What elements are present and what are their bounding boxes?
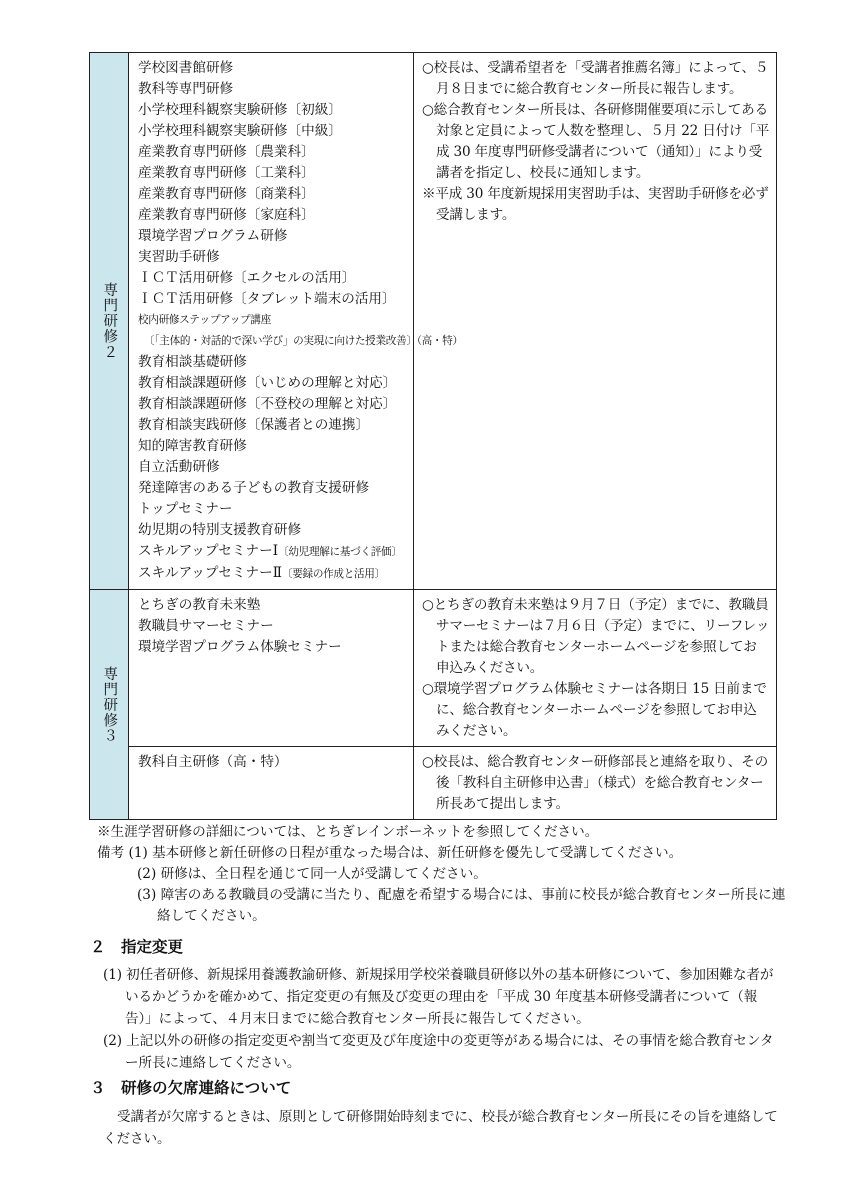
course-list-cell xyxy=(129,590,414,747)
bikou-item: (1) 基本研修と新任研修の日程が重なった場合は、新任研修を優先して受講してください。 xyxy=(128,845,683,861)
course-item: トップセミナー xyxy=(138,501,233,517)
course-item: 環境学習プログラム研修 xyxy=(138,228,288,244)
course-item: 産業教育専門研修〔家庭科〕 xyxy=(138,207,315,223)
section-2-body xyxy=(103,964,781,1074)
course-item: 教育相談基礎研修 xyxy=(138,354,247,370)
course-item: 知的障害教育研修 xyxy=(138,438,247,454)
course-item: 教科等専門研修 xyxy=(138,81,234,97)
training-table xyxy=(89,52,777,820)
course-list-cell xyxy=(129,53,463,590)
bikou-line xyxy=(97,843,797,864)
section-2-item: (2) 上記以外の研修の指定変更や割当て変更及び年度途中の変更等がある場合には、その事情を総合教育センター所長に連絡してください。 xyxy=(103,1033,774,1071)
course-item: 教育相談実践研修〔保護者との連携〕 xyxy=(138,417,370,433)
course-item: 小学校理科観察実験研修〔初級〕 xyxy=(138,102,342,118)
section-3-body xyxy=(103,1106,781,1150)
course-item: 小学校理科観察実験研修〔中級〕 xyxy=(138,123,342,139)
note-paragraph: ○環境学習プログラム体験セミナーは各期日 15 日前までに、総合教育センターホームページを参照してお申込みください。 xyxy=(422,681,767,739)
course-name: スキルアップセミナーⅡ xyxy=(138,565,282,581)
course-item xyxy=(138,563,413,585)
note-paragraph: ○校長は、総合教育センター研修部長と連絡を取り、その後「教科自主研修申込書」（様式）を総合教育センター所長あて提出します。 xyxy=(422,754,768,812)
course-name: スキルアップセミナーⅠ xyxy=(138,543,279,559)
notes-cell xyxy=(414,590,777,747)
course-item xyxy=(138,541,413,563)
course-item: 自立活動研修 xyxy=(138,459,220,475)
course-item: 〔「主体的・対話的で深い学び」の実現に向けた授業改善〕（高・特） xyxy=(144,335,463,347)
bikou-item: (2) 研修は、全日程を通じて同一人が受講してください。 xyxy=(137,866,487,882)
notes-cell xyxy=(414,53,777,590)
course-item: 幼児期の特別支援教育研修 xyxy=(138,522,302,538)
course-item: 発達障害のある子どもの教育支援研修 xyxy=(138,480,370,496)
course-item: 産業教育専門研修〔農業科〕 xyxy=(138,144,315,160)
bikou-label: 備考 xyxy=(97,845,125,861)
category-label: 専門研修２ xyxy=(101,282,118,360)
bikou-item: (3) 障害のある教職員の受講に当たり、配慮を希望する場合には、事前に校長が総合教育センター所長に連絡してください。 xyxy=(137,887,786,924)
course-item: とちぎの教育未来塾 xyxy=(138,597,261,613)
course-subnote: 〔要録の作成と活用〕 xyxy=(281,568,385,580)
table-row-senmon2 xyxy=(90,53,777,590)
category-cell xyxy=(90,53,129,590)
course-item: ＩＣＴ活用研修〔タブレット端末の活用〕 xyxy=(138,291,396,307)
category-cell xyxy=(90,590,129,820)
table-row-senmon3b xyxy=(90,747,777,820)
note-paragraph: ※平成 30 年度新規採用実習助手は、実習助手研修を必ず受講します。 xyxy=(422,186,769,223)
course-item: 教育相談課題研修〔不登校の理解と対応〕 xyxy=(138,396,397,412)
course-item: 教育相談課題研修〔いじめの理解と対応〕 xyxy=(138,375,397,391)
section-3-paragraph: 受講者が欠席するときは、原則として研修開始時刻までに、校長が総合教育センター所長にその旨を連絡してください。 xyxy=(103,1109,778,1147)
category-label: 専門研修３ xyxy=(101,665,118,744)
course-item: 教科自主研修（高・特） xyxy=(138,754,288,770)
section-3-heading: ３ 研修の欠席連絡について xyxy=(90,1079,292,1097)
footnote-star: ※生涯学習研修の詳細については、とちぎレインボーネットを参照してください。 xyxy=(97,824,599,840)
section-2-item: (1) 初任者研修、新規採用養護教諭研修、新規採用学校栄養職員研修以外の基本研修について、参加困難な者がいるかどうかを確かめて、指定変更の有無及び変更の理由を「平成 30 年度基本研修受講者について（報告）」によって、４月末日までに総合教育センター所長に報告してください。 xyxy=(103,967,774,1027)
course-item: 教職員サマーセミナー xyxy=(138,618,274,634)
footnotes xyxy=(97,822,797,927)
course-item: 産業教育専門研修〔商業科〕 xyxy=(138,186,315,202)
note-paragraph: ○総合教育センター所長は、各研修開催要項に示してある対象と定員によって人数を整理し、５月 22 日付け「平成 30 年度専門研修受講者について（通知）」により受講者を指定し、校長に通知します。 xyxy=(422,102,770,181)
course-item: 産業教育専門研修〔工業科〕 xyxy=(138,165,315,181)
course-item: ＩＣＴ活用研修〔エクセルの活用〕 xyxy=(138,270,356,286)
course-item: 実習助手研修 xyxy=(138,249,220,265)
note-paragraph: ○とちぎの教育未来塾は９月７日（予定）までに、教職員サマーセミナーは７月６日（予定）までに、リーフレットまたは総合教育センターホームページを参照してお申込みください。 xyxy=(422,597,770,676)
course-list-cell xyxy=(129,747,414,820)
course-item: 校内研修ステップアップ講座 xyxy=(138,314,271,326)
section-2-heading: ２ 指定変更 xyxy=(90,938,184,956)
course-item: 学校図書館研修 xyxy=(138,60,234,76)
course-subnote: 〔幼児理解に基づく評価〕 xyxy=(278,546,402,558)
course-item: 環境学習プログラム体験セミナー xyxy=(138,639,342,655)
table-row-senmon3a xyxy=(90,590,777,747)
note-paragraph: ○校長は、受講希望者を「受講者推薦名簿」によって、５月８日までに総合教育センター所長に報告します。 xyxy=(422,60,769,97)
notes-cell xyxy=(414,747,777,820)
